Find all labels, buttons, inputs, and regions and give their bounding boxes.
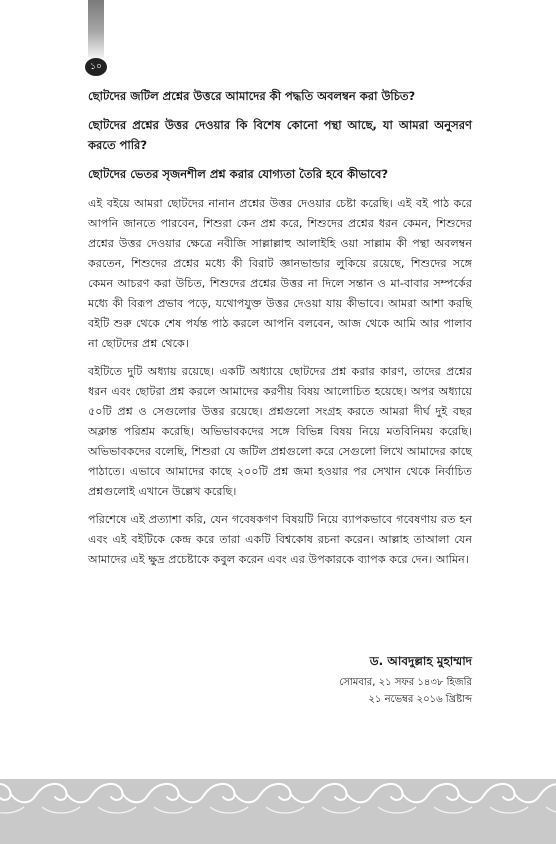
header-accent-bar — [88, 0, 104, 58]
hijri-date: সোমবার, ২১ সফর ১৪৩৮ হিজরি — [339, 677, 472, 688]
signature-block — [339, 650, 472, 708]
page-number-badge: ১০ — [85, 58, 107, 76]
paragraph-3: পরিশেষে এই প্রত্যাশা করি, যেন গবেষকগণ বিষয়টি নিয়ে ব্যাপকভাবে গবেষণায় রত হন এবং এই বইটিকে কেন্দ্র করে তারা একটি বিশ্বকোষ রচনা করেন। আল্লাহ তাআলা যেন আমাদের এই ক্ষুদ্র প্রচেষ্টাকে কবুল করেন এবং এর উপকারকে ব্যাপক করে দেন। আমিন। — [88, 513, 472, 566]
question-3: ছোটদের ভেতর সৃজনশীল প্রশ্ন করার যোগ্যতা তৈরি হবে কীভাবে? — [88, 167, 389, 181]
gregorian-date: ২১ নভেম্বর ২০১৬ খ্রিষ্টাব্দ — [368, 694, 472, 705]
swirl-ornament-icon — [0, 779, 556, 844]
question-2: ছোটদের প্রশ্নের উত্তর দেওয়ার কি বিশেষ কোনো পন্থা আছে, যা আমরা অনুসরণ করতে পারি? — [88, 118, 472, 152]
swirl-ornament-underline — [0, 807, 556, 813]
paragraph-2: বইটিতে দুটি অধ্যায় রয়েছে। একটি অধ্যায়ে ছোটদের প্রশ্ন করার কারণ, তাদের প্রশ্নের ধরন এবং ছোটরা প্রশ্ন করলে আমাদের করণীয় বিষয় আলোচিত হয়েছে। অপর অধ্যায়ে ৫০টি প্রশ্ন ও সেগুলোর উত্তর রয়েছে। প্রশ্নগুলো সংগ্রহ করতে আমরা দীর্ঘ দুই বছর অক্লান্ত পরিশ্রম করেছি। অভিভাবকদের সঙ্গে বিভিন্ন বিষয় নিয়ে মতবিনিময় করেছি। অভিভাবকদের বলেছি, শিশুরা যে জটিল প্রশ্নগুলো করে সেগুলো লিখে আমাদের কাছে পাঠাতে। এভাবে আমাদের কাছে ২০০টি প্রশ্ন জমা হওয়ার পর সেখান থেকে নির্বাচিত প্রশ্নগুলোই এখানে উল্লেখ করেছি। — [88, 365, 472, 498]
author-name: ড. আবদুল্লাহ মুহাম্মাদ — [369, 654, 472, 668]
paragraph-1: এই বইয়ে আমরা ছোটদের নানান প্রশ্নের উত্তর দেওয়ার চেষ্টা করেছি। এই বই পাঠ করে আপনি জানতে পারবেন, শিশুরা কেন প্রশ্ন করে, শিশুদের প্রশ্নের ধরন কেমন, শিশুদের প্রশ্নের উত্তর দেওয়ার ক্ষেত্রে নবীজি সাল্লাল্লাহু আলাইহি ওয়া সাল্লাম কী পন্থা অবলম্বন করতেন, শিশুদের প্রশ্নের মধ্যে কী বিরাট জ্ঞানভান্ডার লুকিয়ে রয়েছে, শিশুদের সঙ্গে কেমন আচরণ করা উচিত, শিশুদের প্রশ্নের উত্তর না দিলে সন্তান ও মা-বাবার সম্পর্কের মধ্যে কী বিরূপ প্রভাব পড়ে, যথোপযুক্ত উত্তর দেওয়া যায় কীভাবে। আমরা আশা করছি বইটি শুরু থেকে শেষ পর্যন্ত পাঠ করলে আপনি বলবেন, আজ থেকে আমি আর পালাব না ছোটদের প্রশ্ন থেকে। — [88, 197, 472, 350]
footer-ornament-band — [0, 779, 556, 844]
page-body — [88, 86, 472, 578]
question-1: ছোটদের জটিল প্রশ্নের উত্তরে আমাদের কী পদ্ধতি অবলম্বন করা উচিত? — [88, 89, 416, 103]
swirl-ornament-path — [0, 784, 556, 802]
